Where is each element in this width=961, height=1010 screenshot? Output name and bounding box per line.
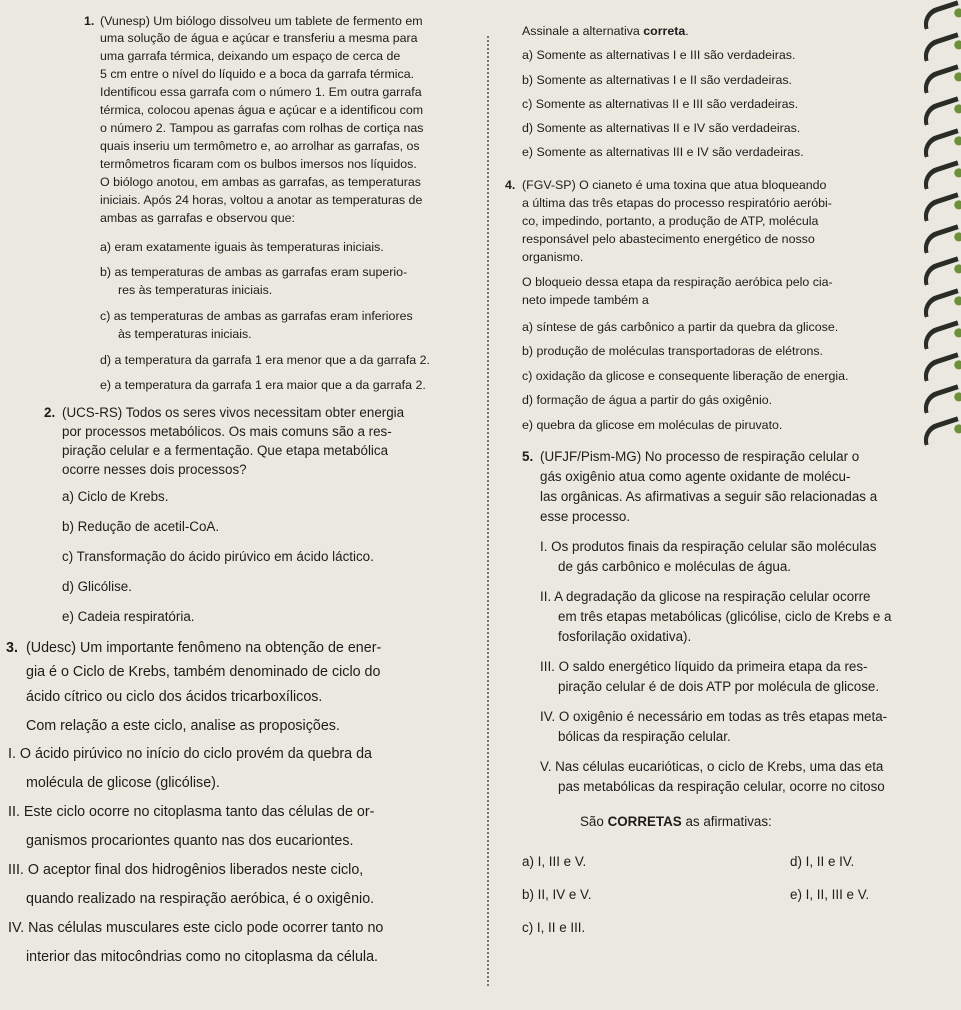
prompt-text: as afirmativas: <box>685 814 772 829</box>
question-text-line: a última das três etapas do processo respiratório aeróbi- <box>522 196 832 210</box>
binding-ring-icon <box>919 96 961 125</box>
binding-ring-icon <box>919 224 961 253</box>
question-text-line: ácido cítrico ou ciclo dos ácidos tricarboxílicos. <box>26 689 323 705</box>
question-text-line: por processos metabólicos. Os mais comuns são a res- <box>62 424 392 439</box>
proposition-iv-cont: bólicas da respiração celular. <box>558 729 731 744</box>
question-number: 4. <box>505 178 516 192</box>
binding-ring-icon <box>919 0 961 29</box>
option-e: e) Somente as alternativas III e IV são verdadeiras. <box>522 145 804 159</box>
option-c: c) as temperaturas de ambas as garrafas eram inferiores <box>100 309 413 323</box>
binding-ring-icon <box>919 352 961 381</box>
question-text-line: co, impedindo, portanto, a produção de ATP, molécula <box>522 214 819 228</box>
option-b-cont: res às temperaturas iniciais. <box>118 283 273 297</box>
binding-ring-icon <box>919 192 961 221</box>
option-d: d) Glicólise. <box>62 579 132 594</box>
binding-ring-icon <box>919 160 961 189</box>
prompt-text: São <box>580 814 604 829</box>
proposition-v: V. Nas células eucarióticas, o ciclo de Krebs, uma das eta <box>540 759 884 774</box>
question-text-line: termômetros ficaram com os bulbos imersos nos líquidos. <box>100 157 417 171</box>
option-a: a) Somente as alternativas I e III são verdadeiras. <box>522 48 796 62</box>
option-d: d) I, II e IV. <box>790 854 855 869</box>
question-text-line: ambas as garrafas e observou que: <box>100 211 295 225</box>
question-text-line: O bloqueio dessa etapa da respiração aeróbica pelo cia- <box>522 275 833 289</box>
prompt-punct: . <box>685 24 689 38</box>
option-d: d) Somente as alternativas II e IV são verdadeiras. <box>522 121 801 135</box>
binding-rings <box>918 0 961 460</box>
proposition-ii: II. A degradação da glicose na respiração celular ocorre <box>540 589 871 604</box>
proposition-ii-cont: em três etapas metabólicas (glicólise, ciclo de Krebs e a <box>558 609 892 624</box>
option-c-cont: às temperaturas iniciais. <box>118 327 252 341</box>
binding-ring-icon <box>919 416 961 445</box>
proposition-i-cont: de gás carbônico e moléculas de água. <box>558 559 792 574</box>
option-a: a) I, III e V. <box>522 854 587 869</box>
proposition-ii-cont: fosforilação oxidativa). <box>558 629 692 644</box>
option-e: e) quebra da glicose em moléculas de piruvato. <box>522 418 783 432</box>
proposition-iv: IV. Nas células musculares este ciclo pode ocorrer tanto no <box>8 920 384 936</box>
question-text-line: responsável pelo abastecimento energético de nosso <box>522 232 815 246</box>
question-text-line: gia é o Ciclo de Krebs, também denominado de ciclo do <box>26 664 381 680</box>
binding-ring-icon <box>919 64 961 93</box>
question-text-line: (FGV-SP) O cianeto é uma toxina que atua bloqueando <box>522 178 827 192</box>
option-d: d) a temperatura da garrafa 1 era menor que a da garrafa 2. <box>100 353 430 367</box>
binding-ring-icon <box>919 256 961 285</box>
prompt-emphasis: correta <box>643 24 686 38</box>
question-text-line: Identificou essa garrafa com o número 1. Em outra garrafa <box>100 85 422 99</box>
question-text-line: o número 2. Tampou as garrafas com rolhas de cortiça nas <box>100 121 424 135</box>
question-text-line: esse processo. <box>540 509 631 524</box>
option-b: b) Somente as alternativas I e II são verdadeiras. <box>522 73 792 87</box>
option-c: c) Transformação do ácido pirúvico em ácido láctico. <box>62 549 374 564</box>
column-divider <box>487 36 489 986</box>
question-text-line: (UFJF/Pism-MG) No processo de respiração celular o <box>540 449 860 464</box>
question-text-line: (UCS-RS) Todos os seres vivos necessitam obter energia <box>62 405 405 420</box>
binding-ring-icon <box>919 288 961 317</box>
binding-ring-icon <box>919 128 961 157</box>
proposition-v-cont: pas metabólicas da respiração celular, ocorre no citoso <box>558 779 885 794</box>
option-a: a) eram exatamente iguais às temperaturas iniciais. <box>100 240 384 254</box>
question-text-line: las orgânicas. As afirmativas a seguir são relacionadas a <box>540 489 878 504</box>
question-text-line: uma solução de água e açúcar e transferiu a mesma para <box>100 31 418 45</box>
answer-prompt <box>522 25 689 37</box>
option-a: a) síntese de gás carbônico a partir da quebra da glicose. <box>522 320 839 334</box>
option-c: c) Somente as alternativas II e III são verdadeiras. <box>522 97 799 111</box>
question-text-line: 5 cm entre o nível do líquido e a boca da garrafa térmica. <box>100 67 415 81</box>
question-number: 2. <box>44 405 56 420</box>
question-text-line: uma garrafa térmica, deixando um espaço de cerca de <box>100 49 401 63</box>
question-text-line: Com relação a este ciclo, analise as proposições. <box>26 718 340 734</box>
option-e: e) Cadeia respiratória. <box>62 609 195 624</box>
question-text-line: O biólogo anotou, em ambas as garrafas, as temperaturas <box>100 175 421 189</box>
option-b: b) Redução de acetil-CoA. <box>62 519 220 534</box>
proposition-iv: IV. O oxigênio é necessário em todas as três etapas meta- <box>540 709 888 724</box>
proposition-iii: III. O saldo energético líquido da primeira etapa da res- <box>540 659 868 674</box>
proposition-i: I. Os produtos finais da respiração celular são moléculas <box>540 539 877 554</box>
question-text-line: quais inseriu um termômetro e, ao arrolhar as garrafas, os <box>100 139 420 153</box>
option-c: c) I, II e III. <box>522 920 586 935</box>
question-text-line: organismo. <box>522 250 584 264</box>
binding-ring-icon <box>919 320 961 349</box>
question-text-line: neto impede também a <box>522 293 649 307</box>
question-text-line: térmica, colocou apenas água e açúcar e a identificou com <box>100 103 424 117</box>
binding-ring-icon <box>919 384 961 413</box>
proposition-iii: III. O aceptor final dos hidrogênios liberados neste ciclo, <box>8 862 364 878</box>
proposition-iii-cont: piração celular é de dois ATP por molécula de glicose. <box>558 679 880 694</box>
option-b: b) produção de moléculas transportadoras de elétrons. <box>522 344 823 358</box>
option-b: b) as temperaturas de ambas as garrafas eram superio- <box>100 265 408 279</box>
question-text-line: gás oxigênio atua como agente oxidante de molécu- <box>540 469 851 484</box>
option-a: a) Ciclo de Krebs. <box>62 489 169 504</box>
proposition-iii-cont: quando realizado na respiração aeróbica, é o oxigênio. <box>26 891 375 907</box>
option-b: b) II, IV e V. <box>522 887 592 902</box>
question-text-line: iniciais. Após 24 horas, voltou a anotar as temperaturas de <box>100 193 423 207</box>
question-text-line: (Udesc) Um importante fenômeno na obtenção de ener- <box>26 640 382 656</box>
option-c: c) oxidação da glicose e consequente liberação de energia. <box>522 369 849 383</box>
proposition-iv-cont: interior das mitocôndrias como no citoplasma da célula. <box>26 949 379 965</box>
option-e: e) a temperatura da garrafa 1 era maior que a da garrafa 2. <box>100 378 426 392</box>
proposition-ii: II. Este ciclo ocorre no citoplasma tanto das células de or- <box>8 804 375 820</box>
proposition-i-cont: molécula de glicose (glicólise). <box>26 775 220 791</box>
question-text-line: (Vunesp) Um biólogo dissolveu um tablete de fermento em <box>100 14 423 28</box>
question-number: 1. <box>84 14 95 28</box>
answer-prompt <box>580 815 772 828</box>
proposition-ii-cont: ganismos procariontes quanto nas dos eucariontes. <box>26 833 354 849</box>
question-text-line: piração celular e a fermentação. Que etapa metabólica <box>62 443 389 458</box>
question-text-line: ocorre nesses dois processos? <box>62 462 247 477</box>
option-e: e) I, II, III e V. <box>790 887 870 902</box>
question-number: 5. <box>522 449 534 464</box>
binding-ring-icon <box>919 32 961 61</box>
question-number: 3. <box>6 640 18 656</box>
proposition-i: I. O ácido pirúvico no início do ciclo provém da quebra da <box>8 746 372 762</box>
prompt-emphasis: CORRETAS <box>607 814 682 829</box>
prompt-text: Assinale a alternativa <box>522 24 640 38</box>
option-d: d) formação de água a partir do gás oxigênio. <box>522 393 773 407</box>
